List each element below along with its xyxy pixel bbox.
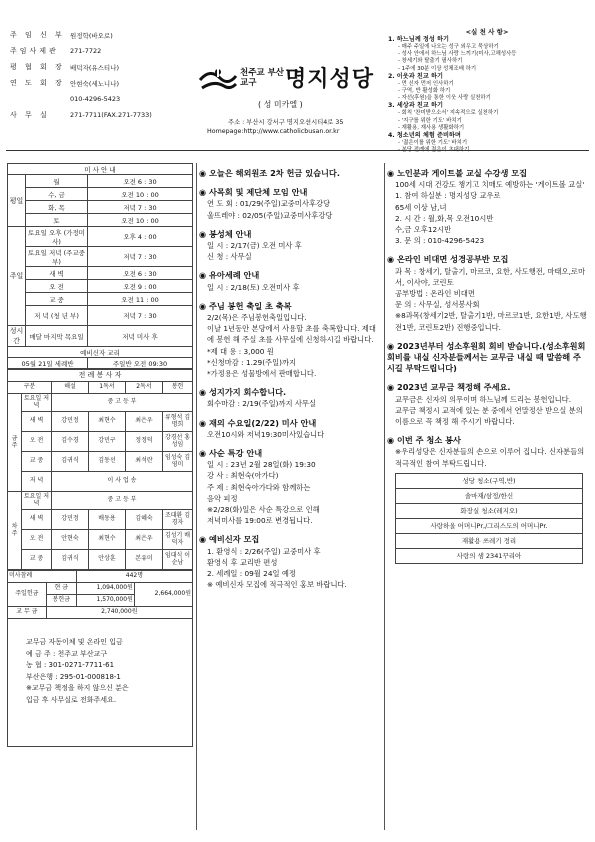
mass-row xyxy=(8,227,193,247)
notice-line: 음악 피정 xyxy=(207,493,238,503)
notice-line: ※2/28(화)일은 사순 특강으로 인해 xyxy=(207,505,320,515)
service-row xyxy=(8,472,193,492)
practice-line: - 창세기와 탈출기 필사하기 xyxy=(398,58,463,65)
notice-line: 수,금 오후12시반 xyxy=(395,225,452,235)
mass-row xyxy=(8,214,193,227)
info-label: 연 도 회 장 xyxy=(10,79,65,87)
notice-line: 공부방법 : 온라인 비대면 xyxy=(395,289,475,299)
service-person: 배동용 xyxy=(89,510,126,530)
prep-title: 예비신자 교리 xyxy=(8,347,193,358)
mass-time: 오후 4 : 00 xyxy=(88,227,193,247)
cleaning-cell: 성당 청소(구역,반) xyxy=(396,473,583,488)
info-label xyxy=(8,91,68,107)
info-value: 배덕자(유스티나) xyxy=(70,63,120,72)
service-header-cell: 봉헌 xyxy=(163,382,193,394)
mass-slot: 저 녁 (청 년 부) xyxy=(26,306,88,326)
service-slot: 토요일 저녁 xyxy=(22,492,52,510)
notice-line: 2. 시 간 : 월,화,목 오전10시반 xyxy=(395,213,494,223)
notice-line: ※ 예비신자 모집에 적극적인 홍보 바랍니다. xyxy=(207,580,347,590)
service-header-cell: 1독서 xyxy=(89,382,126,394)
bank-line: 예 금 주 : 천주교 부산교구 xyxy=(26,649,108,658)
mass-group-label: 성시간 xyxy=(8,326,26,347)
notice-title: ◉ 재의 수요일(2/22) 미사 안내 xyxy=(199,418,381,429)
notice-line: 2/2(목)은 주님봉헌축일입니다. xyxy=(207,313,307,323)
bank-line: 부산은행 : 295-01-000818-1 xyxy=(26,672,121,681)
mass-row xyxy=(8,326,193,347)
service-table xyxy=(7,369,193,570)
service-slot: 새 벽 xyxy=(22,412,52,432)
notice-line: 오전10시와 저녁19:30미사있습니다 xyxy=(207,429,325,439)
service-person: 임성숙 김영미 xyxy=(163,452,193,472)
practice-head: 2. 이웃과 친교 하기 xyxy=(388,72,443,80)
service-header-cell: 구분 xyxy=(8,382,52,394)
info-row xyxy=(8,43,154,59)
mass-time: 오전 11 : 00 xyxy=(88,293,193,306)
mass-time: 오전 10 : 00 xyxy=(88,188,193,201)
service-row xyxy=(8,530,193,550)
mass-row xyxy=(8,175,193,188)
notice-title: ◉ 이번 주 청소 봉사 xyxy=(387,435,587,446)
service-slot: 저 녁 xyxy=(22,472,52,492)
practice-line: - 성사 안에서 하느님 사랑 느끼기(미사,고해성사등 xyxy=(398,51,517,58)
info-row xyxy=(8,59,154,75)
notice-line: 이날 1년동안 본당에서 사용할 초를 축복합니다. 제대에 봉헌 해 주실 초를 사무실에 신청하시길 바랍니다. xyxy=(207,324,376,345)
notice-line: 100세 시대 건강도 챙기고 치매도 예방하는 '게이트볼 교실' xyxy=(395,180,585,190)
practice-box xyxy=(388,27,586,177)
practice-line: - '젊은이를 위한 기도' 바치기 xyxy=(398,140,468,147)
mass-row xyxy=(8,188,193,201)
service-slot: 오 전 xyxy=(22,432,52,452)
info-row xyxy=(8,75,154,91)
attendance-value: 442명 xyxy=(76,571,192,583)
service-person: 김성기 배덕자 xyxy=(163,530,193,550)
practice-line: - 본당 전례에 젊은이 초대하기 xyxy=(398,147,470,154)
notice-line: 강 사 : 최현숙(아가다) xyxy=(207,471,279,481)
service-person: 조대환 김경자 xyxy=(163,510,193,530)
mass-slot: 토요일 저녁 (주교중부) xyxy=(26,247,88,267)
service-person: 강경선 홍성임 xyxy=(163,432,193,452)
service-row xyxy=(8,550,193,570)
service-person: 안현숙 xyxy=(52,530,89,550)
service-person: 류형석 김명희 xyxy=(163,412,193,432)
notice-line: *신청마감 : 1.29(주일)까지 xyxy=(207,357,297,367)
notice-line: 울뜨레야 : 02/05(주일)교중미사후강당 xyxy=(207,210,333,220)
info-value: 안현숙(세노니나) xyxy=(70,79,120,88)
notice-line: *가정용은 성물방에서 판매합니다. xyxy=(207,369,317,379)
mass-slot: 새 벽 xyxy=(26,267,88,280)
service-header-cell: 2독서 xyxy=(126,382,163,394)
service-group: 중 고 등 부 xyxy=(52,492,193,510)
practice-head: 4. 청소년의 체험 준비하며 xyxy=(388,132,461,140)
prep-date: 05월 21일 세례반 xyxy=(8,358,88,369)
week-label: 금주 xyxy=(8,394,22,492)
notice-title: ◉ 오늘은 해외원조 2차 헌금 있습니다. xyxy=(199,168,381,179)
notice-line: 일 시 : 2/17(금) 오전 미사 후 xyxy=(207,241,302,251)
notice-line: 신 청 : 사무실 xyxy=(207,252,252,262)
notice-line: 65세 이상 남,녀 xyxy=(395,202,447,212)
cleaning-cell: 재활용 쓰레기 정리 xyxy=(396,533,583,548)
mass-time: 저녁 미사 후 xyxy=(88,326,193,347)
address: 주소 : 부산시 강서구 명지오션시티4로 35 xyxy=(228,119,344,126)
notice-title: ◉ 주님 봉헌 축일 초 축복 xyxy=(199,301,381,312)
notice-line: 일 시 : 23년 2월 28일(화) 19:30 xyxy=(207,460,316,470)
notice-title: ◉ 성지가지 회수합니다. xyxy=(199,387,381,398)
mass-time: 오전 6 : 30 xyxy=(88,175,193,188)
cleaning-cell: 사랑의 샘 2341꾸리아 xyxy=(396,548,583,563)
bank-line: 입금 후 사무실로 전화주세요. xyxy=(26,695,117,704)
homepage[interactable]: Homepage:http://www.catholicbusan.or.kr xyxy=(207,128,340,135)
notice-title: ◉ 2023년부터 성소후원회 회비 받습니다.(성소후원회 회비를 내실 신자분들께서는 교무금 내실 때 말씀해 주시길 부탁드립니다) xyxy=(387,341,587,375)
service-person: 강민정 xyxy=(52,510,89,530)
service-row xyxy=(8,452,193,472)
service-person: 정정덕 xyxy=(126,432,163,452)
bank-line: ※교무금 책정을 하지 않으신 분은 xyxy=(26,684,129,692)
notice-line: 교무금 책정시 교적에 있는 분 중에서 연말정산 받으실 분의 이름으로 꼭 책정 해 주시기 바랍니다. xyxy=(395,405,583,427)
notice-line: 문 의 : 사무실, 성서봉사회 xyxy=(395,300,480,310)
info-value: 271-7722 xyxy=(70,47,102,55)
service-row xyxy=(8,394,193,412)
service-slot: 토요일 저녁 xyxy=(22,394,52,412)
cleaning-cell: 사랑하올 어머니Pr,/그리스도의 어머니Pr. xyxy=(396,518,583,533)
practice-head: 3. 세상과 친교 하기 xyxy=(388,102,443,110)
notice-title: ◉ 사순 특강 안내 xyxy=(199,448,381,459)
middle-column xyxy=(199,160,381,591)
tithe-value: 2,740,000원 xyxy=(46,607,192,619)
service-header xyxy=(8,382,193,394)
mass-slot: 토 xyxy=(26,214,88,227)
info-label: 주임사제관 xyxy=(10,47,59,55)
env-value: 1,570,000원 xyxy=(76,595,134,607)
info-value: 원정학(바오로) xyxy=(70,31,113,40)
practice-title: <실 천 사 항> xyxy=(465,28,509,36)
practice-line: - '지구를 위한 기도' 바치기 xyxy=(398,117,462,124)
mass-slot: 오 전 xyxy=(26,280,88,293)
bank-line: 농 협 : 301-0271-7711-61 xyxy=(26,661,115,669)
service-person: 김동선 xyxy=(89,452,126,472)
notice-line: 환영식 후 교리반 편성 xyxy=(207,557,278,567)
service-slot: 교 중 xyxy=(22,452,52,472)
cleaning-cell: 화장실 청소(레지오) xyxy=(396,503,583,518)
notice-line: 연 도 회 : 01/29(주일)교중미사후강당 xyxy=(207,199,331,209)
service-person: 김귀식 xyxy=(52,452,89,472)
mass-time: 오전 10 : 00 xyxy=(88,214,193,227)
mass-table xyxy=(7,163,193,369)
mass-row xyxy=(8,201,193,214)
service-row xyxy=(8,492,193,510)
info-label: 주 임 신 부 xyxy=(10,31,65,39)
header-info xyxy=(8,27,154,123)
notice-title: ◉ 2023년 교무금 책정해 주세요. xyxy=(387,382,587,393)
service-person: 임대식 이순남 xyxy=(163,550,193,570)
church-logo xyxy=(198,66,238,94)
service-group: 이 사 업 송 xyxy=(52,472,193,492)
service-header-cell: 해설 xyxy=(52,382,89,394)
week-label: 차주 xyxy=(8,492,22,570)
cash-label: 현 금 xyxy=(46,583,76,595)
service-person: 최현수 xyxy=(89,412,126,432)
practice-line: - 구역, 반 활성화 하기 xyxy=(398,88,451,95)
notice-title: ◉ 온라인 비대면 성경공부반 모집 xyxy=(387,254,587,265)
service-person: 최은우 xyxy=(126,530,163,550)
prep-time: 주일반 오전 09:30 xyxy=(88,358,193,369)
notice-line: ※우리성당은 신자분들의 손으로 이루어 집니다. 신자분들의 적극적인 참여 부탁드립니다. xyxy=(395,447,585,468)
notice-line: 3. 문 의 : 010-4296-5423 xyxy=(395,236,485,246)
practice-line: - 재활용, 재사용 생활화하기 xyxy=(398,124,465,131)
notice-line: 2. 세례일 : 09월 24일 예정 xyxy=(207,569,296,579)
mass-time: 오전 9 : 00 xyxy=(88,280,193,293)
info-row xyxy=(8,107,154,123)
offering-label: 주일헌금 xyxy=(8,583,47,607)
church-small: 천주교 부산교구 xyxy=(240,68,285,88)
cleaning-table xyxy=(395,473,583,564)
mass-row xyxy=(8,306,193,326)
service-slot: 오 전 xyxy=(22,530,52,550)
right-column xyxy=(387,160,587,564)
cleaning-cell: 솔마재/삼정/한신 xyxy=(396,488,583,503)
mass-slot: 수, 금 xyxy=(26,188,88,201)
notice-line: 과 목 : 창세기, 탈출기, 마르코, 요한, 사도행전, 마태오,로마서, 이사야, 코린토 xyxy=(395,266,586,287)
mass-row xyxy=(8,247,193,267)
practice-line: - 매주 주일에 나오는 성구 외우고 묵상하기 xyxy=(398,44,499,50)
info-row xyxy=(8,27,154,43)
service-row xyxy=(8,432,193,452)
notice-line: *제 대 용 : 3,000 원 xyxy=(207,346,274,356)
notice-title: ◉ 예비신자 모집 xyxy=(199,534,381,545)
practice-line: - 회칙 '찬미받으소서' 지속적으로 실천하기 xyxy=(398,110,499,117)
mass-slot: 월 xyxy=(26,175,88,188)
notice-line: 저녁미사를 19:00로 변경됩니다. xyxy=(207,516,313,526)
service-person: 강민정 xyxy=(52,412,89,432)
church-name: 명지성당 xyxy=(285,66,375,92)
service-slot: 교 중 xyxy=(22,550,52,570)
service-person: 김귀식 xyxy=(52,550,89,570)
service-person: 안상훈 xyxy=(89,550,126,570)
service-person: 최석란 xyxy=(126,452,163,472)
notice-line: 교무금은 신자의 의무이며 하느님께 드리는 봉헌입니다. xyxy=(395,394,572,404)
mass-slot: 토요일 오후 (가정미사) xyxy=(26,227,88,247)
service-group: 중 고 등 부 xyxy=(52,394,193,412)
tithe-label: 교 무 금 xyxy=(8,607,47,619)
notice-title: ◉ 봉성체 안내 xyxy=(199,229,381,240)
mass-row xyxy=(8,293,193,306)
left-column xyxy=(7,163,193,747)
offering-total: 2,664,000원 xyxy=(134,583,192,607)
service-person: 김혜숙 xyxy=(126,510,163,530)
practice-head: 1. 하느님께 정성 하기 xyxy=(388,36,449,43)
notice-line: 1. 참여 하실분 : 명지성당 교우로 xyxy=(395,191,501,201)
service-person: 본유미 xyxy=(126,550,163,570)
mass-title: 미 사 안 내 xyxy=(8,164,193,175)
mass-row xyxy=(8,280,193,293)
mass-time: 저녁 7 : 30 xyxy=(88,201,193,214)
bank-info xyxy=(7,619,193,747)
notice-line: 회수마감 : 2/19(주일)까지 사무실 xyxy=(207,399,317,409)
mass-group-label: 주일 xyxy=(8,227,26,326)
service-row xyxy=(8,412,193,432)
mass-group-label: 평일 xyxy=(8,175,26,227)
mass-time: 오전 6 : 30 xyxy=(88,267,193,280)
attendance-label: 미사참례 xyxy=(8,571,77,583)
notice-line: ※8과목(창세기2반, 탈출기1반, 마르코1반, 요한1반, 사도행전1반, 코린토2반) 진행중입니다. xyxy=(395,311,587,332)
cash-value: 1,094,000원 xyxy=(76,583,134,595)
info-label: 사 무 실 xyxy=(10,111,50,119)
patron: ( 성 미카엘 ) xyxy=(258,100,303,109)
notice-title: ◉ 사목회 및 제단체 모임 안내 xyxy=(199,187,381,198)
mass-slot: 교 중 xyxy=(26,293,88,306)
info-value: 271-7711(FAX.271-7733) xyxy=(70,111,152,119)
practice-list xyxy=(388,36,586,154)
notice-line: 일 시 : 2/18(토) 오전미사 후 xyxy=(207,282,300,292)
notice-title: ◉ 유아세례 안내 xyxy=(199,270,381,281)
practice-line: - 먼 신자 먼저 인사하기 xyxy=(398,80,454,87)
finance-table xyxy=(7,570,193,619)
bank-line: 교무금 자동이체 및 온라인 입금 xyxy=(26,638,123,646)
env-label: 봉헌금 xyxy=(46,595,76,607)
service-person: 최은우 xyxy=(126,412,163,432)
practice-line: - 자선(후원)을 통한 이웃 사랑 실천하기 xyxy=(398,95,491,102)
service-row xyxy=(8,510,193,530)
info-value: 010-4296-5423 xyxy=(70,95,121,103)
service-person: 강민구 xyxy=(89,432,126,452)
mass-time: 저녁 7 : 30 xyxy=(88,247,193,267)
info-row xyxy=(8,91,154,107)
mass-row xyxy=(8,267,193,280)
notice-line: 1. 환영식 : 2/26(주일) 교중미사 후 xyxy=(207,546,321,556)
notice-line: 주 제 : 최현숙아가다와 함께하는 xyxy=(207,482,311,492)
mass-slot: 매달 마지막 목요일 xyxy=(26,326,88,347)
service-person: 최현수 xyxy=(89,530,126,550)
service-person: 김수경 xyxy=(52,432,89,452)
info-label: 평 협 회 장 xyxy=(10,63,65,71)
notice-title: ◉ 노인분과 게이트볼 교실 수강생 모집 xyxy=(387,168,587,179)
mass-slot: 화, 목 xyxy=(26,201,88,214)
practice-line: - 1주에 30분 이상 성체조배 하기 xyxy=(398,65,477,72)
mass-time: 저녁 7 : 30 xyxy=(88,306,193,326)
service-title: 전 례 봉 사 자 xyxy=(8,370,193,382)
service-slot: 새 벽 xyxy=(22,510,52,530)
